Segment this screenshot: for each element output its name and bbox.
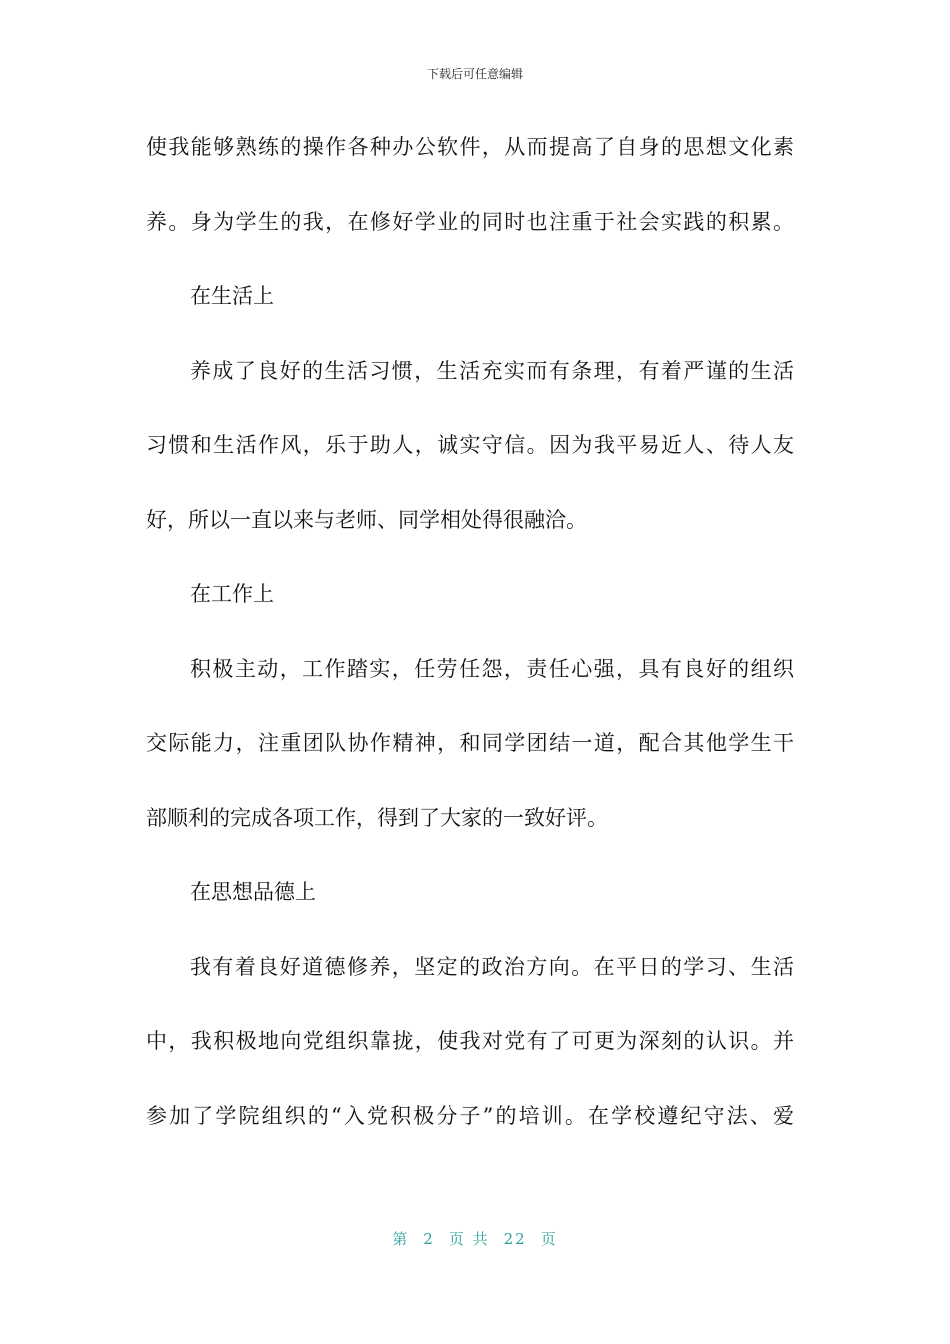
text-line: 积极主动，工作踏实，任劳任怨，责任心强，具有良好的组织 bbox=[190, 656, 794, 681]
total-page-count: 22 bbox=[503, 1230, 527, 1248]
text-line: 中，我积极地向党组织靠拢，使我对党有了可更为深刻的认识。并 bbox=[146, 1029, 794, 1053]
document-body bbox=[146, 120, 794, 1163]
header-note: 下载后可任意编辑 bbox=[426, 67, 523, 81]
footer-suffix: 页 bbox=[540, 1230, 558, 1248]
text-line: 部顺利的完成各项工作，得到了大家的一致好评。 bbox=[146, 805, 608, 830]
text-line: 养。身为学生的我，在修好学业的同时也注重于社会实践的积累。 bbox=[146, 209, 794, 234]
section-heading-morality: 在思想品德上 bbox=[190, 880, 316, 904]
section-heading-work: 在工作上 bbox=[190, 582, 274, 606]
text-line: 交际能力，注重团队协作精神，和同学团结一道，配合其他学生干 bbox=[146, 731, 794, 755]
current-page-number: 2 bbox=[423, 1230, 435, 1248]
text-line: 使我能够熟练的操作各种办公软件，从而提高了自身的思想文化素 bbox=[146, 135, 794, 159]
section-heading-life: 在生活上 bbox=[190, 284, 274, 308]
footer-prefix: 第 bbox=[392, 1230, 410, 1248]
text-line: 习惯和生活作风，乐于助人，诚实守信。因为我平易近人、待人友 bbox=[146, 433, 794, 457]
footer-middle: 页 共 bbox=[448, 1230, 490, 1248]
text-line: 养成了良好的生活习惯，生活充实而有条理，有着严谨的生活 bbox=[190, 358, 794, 383]
text-line: 我有着良好道德修养，坚定的政治方向。在平日的学习、生活 bbox=[190, 954, 794, 979]
text-line: 参加了学院组织的“入党积极分子”的培训。在学校遵纪守法、爱 bbox=[146, 1103, 794, 1128]
text-line: 好，所以一直以来与老师、同学相处得很融洽。 bbox=[146, 507, 587, 532]
page-footer bbox=[0, 1228, 950, 1250]
